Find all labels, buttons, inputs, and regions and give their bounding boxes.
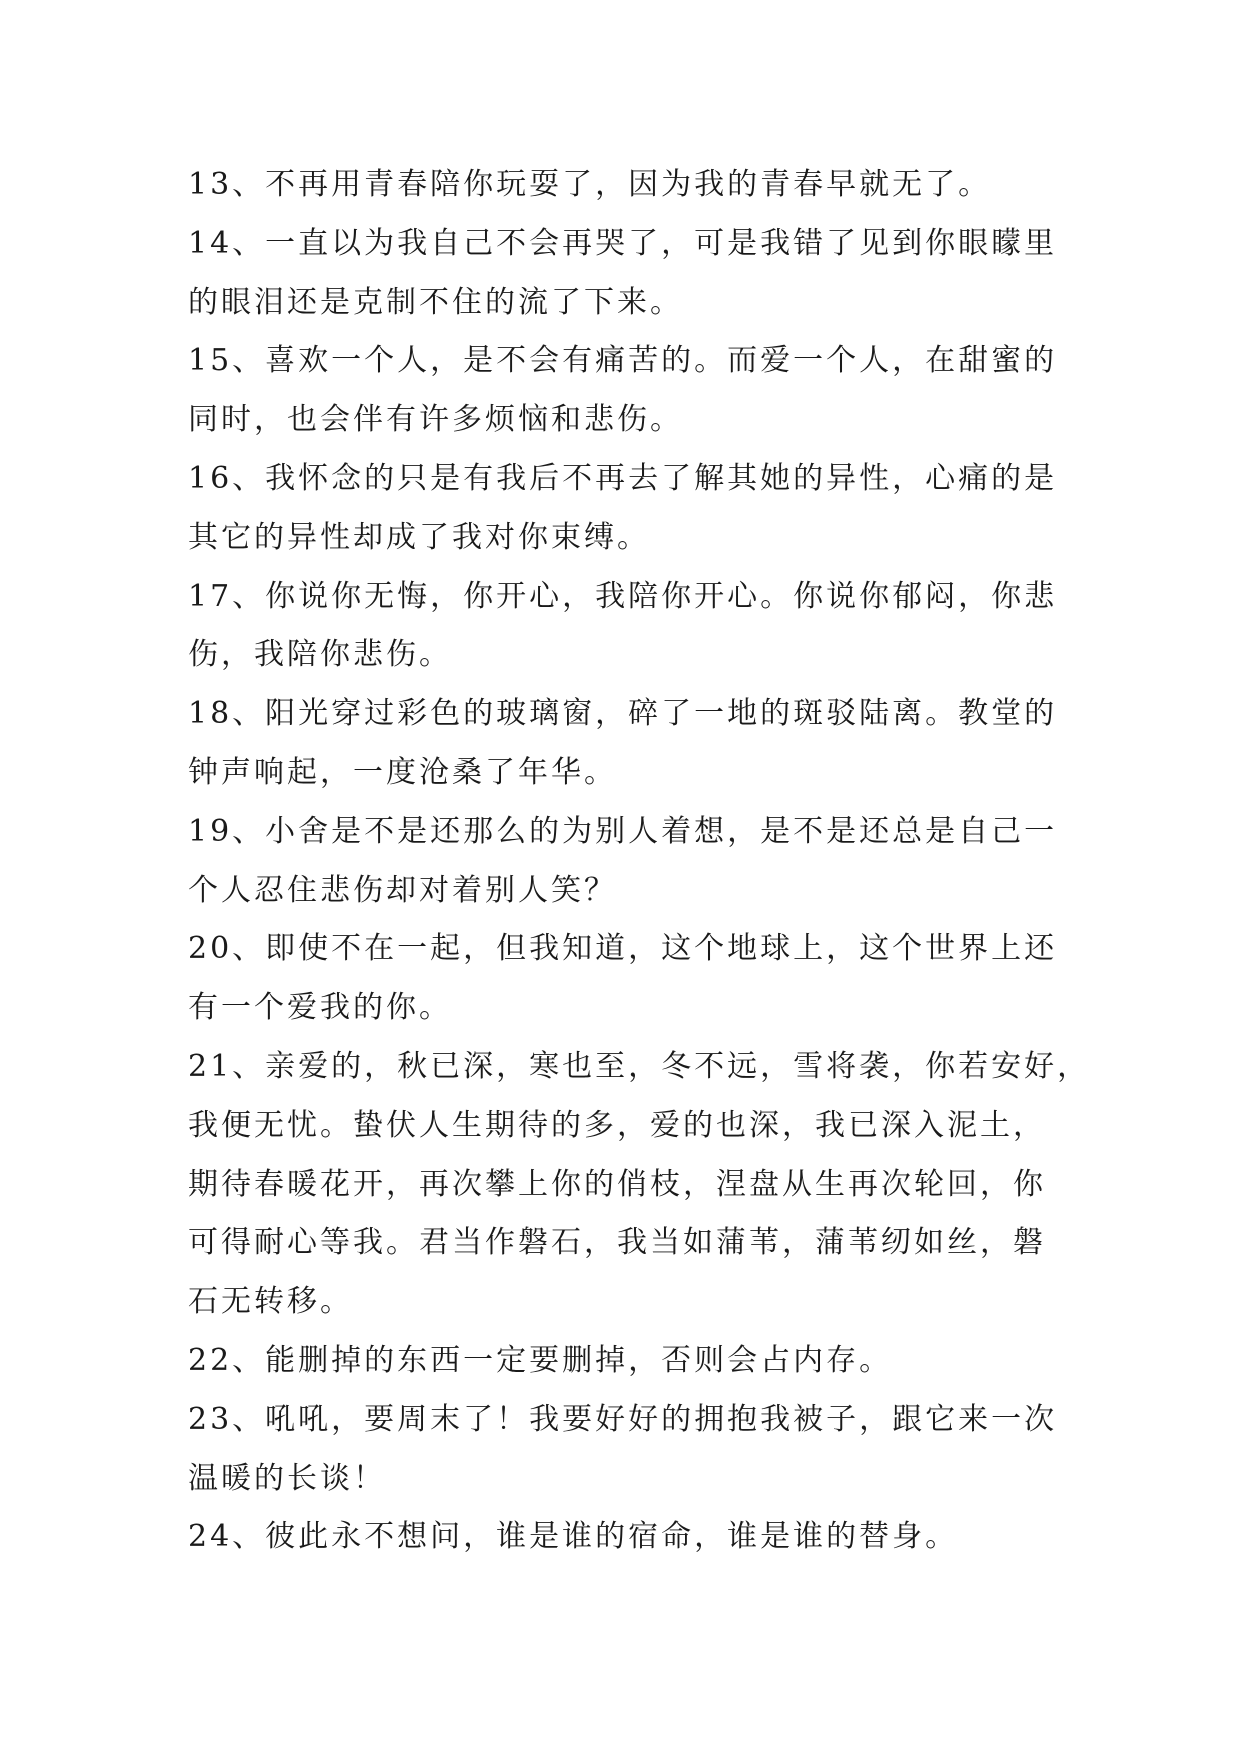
text-line: 21、亲爱的，秋已深，寒也至，冬不远，雪将袭，你若安好，	[188, 1048, 1091, 1084]
text-line: 石无转移。	[188, 1284, 353, 1320]
text-line: 16、我怀念的只是有我后不再去了解其她的异性，心痛的是	[188, 460, 1058, 496]
text-line: 15、喜欢一个人，是不会有痛苦的。而爱一个人，在甜蜜的	[188, 343, 1058, 379]
text-line: 13、不再用青春陪你玩耍了，因为我的青春早就无了。	[188, 167, 992, 202]
text-line: 可得耐心等我。君当作磐石，我当如蒲苇，蒲苇纫如丝，磐	[188, 1225, 1046, 1261]
text-line: 18、阳光穿过彩色的玻璃窗，碎了一地的斑驳陆离。教堂的	[188, 696, 1058, 732]
text-line: 17、你说你无悔，你开心，我陪你开心。你说你郁闷，你悲	[188, 578, 1058, 614]
text-line: 温暖的长谈！	[188, 1460, 386, 1496]
text-line: 钟声响起，一度沧桑了年华。	[188, 754, 617, 790]
text-line: 有一个爱我的你。	[188, 990, 452, 1026]
text-body	[188, 156, 1091, 1567]
text-line: 期待春暖花开，再次攀上你的俏枝，涅盘从生再次轮回，你	[188, 1166, 1046, 1202]
text-line: 22、能删掉的东西一定要删掉，否则会占内存。	[188, 1342, 893, 1378]
text-line: 伤，我陪你悲伤。	[188, 637, 452, 673]
text-line: 23、吼吼，要周末了！我要好好的拥抱我被子，跟它来一次	[188, 1401, 1058, 1437]
text-line: 的眼泪还是克制不住的流了下来。	[188, 284, 683, 320]
text-line: 24、彼此永不想问，谁是谁的宿命，谁是谁的替身。	[188, 1519, 959, 1555]
text-line: 同时，也会伴有许多烦恼和悲伤。	[188, 402, 683, 438]
text-line: 我便无忧。蛰伏人生期待的多，爱的也深，我已深入泥土，	[188, 1107, 1046, 1143]
text-line: 20、即使不在一起，但我知道，这个地球上，这个世界上还	[188, 931, 1058, 967]
text-line: 19、小舍是不是还那么的为别人着想，是不是还总是自己一	[188, 813, 1058, 849]
text-line: 个人忍住悲伤却对着别人笑？	[188, 872, 617, 908]
text-line: 14、一直以为我自己不会再哭了，可是我错了见到你眼矇里	[188, 225, 1058, 261]
text-line: 其它的异性却成了我对你束缚。	[188, 519, 650, 555]
